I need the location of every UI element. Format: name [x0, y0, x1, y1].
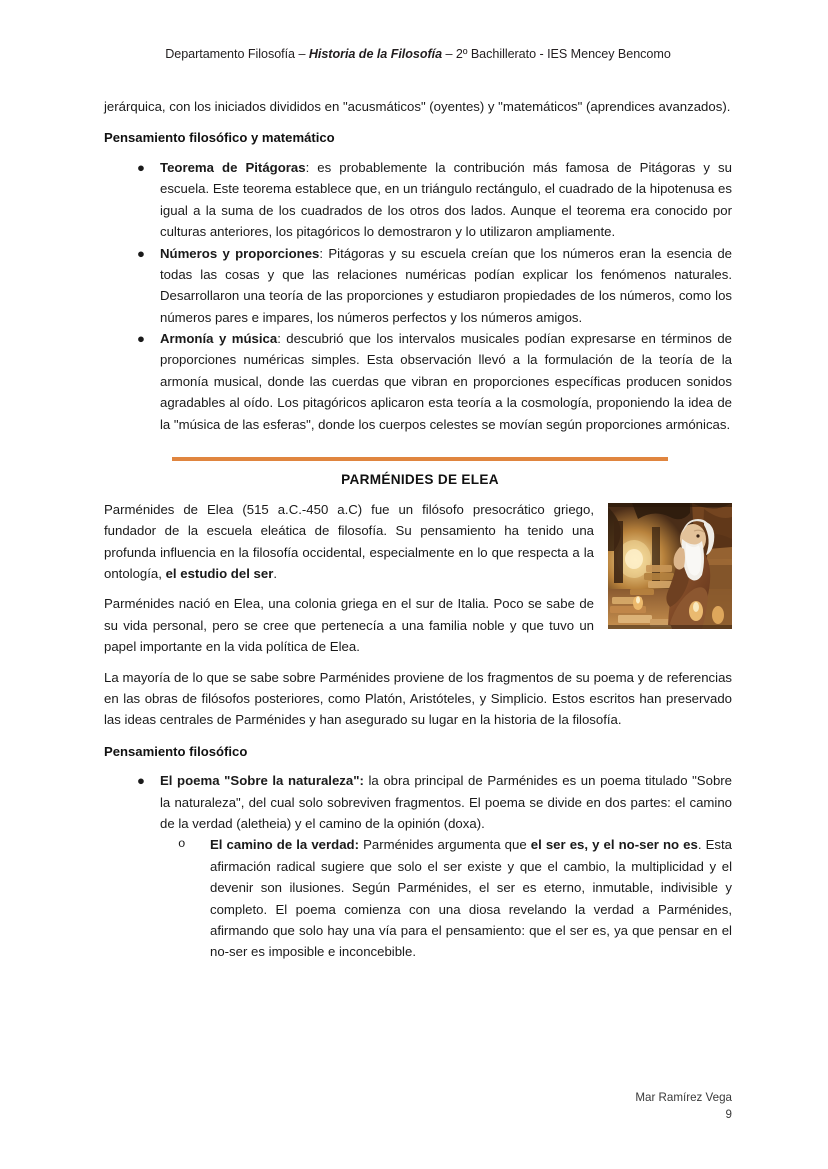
- list-item: [104, 328, 732, 435]
- sub-list-item-text-bold: el ser es, y el no-ser no es: [530, 837, 698, 853]
- list-item-lead: Teorema de Pitágoras: [160, 160, 306, 176]
- document-footer: [104, 1090, 732, 1124]
- bullet-marker-icon: ●: [137, 160, 145, 176]
- section-title: PARMÉNIDES DE ELEA: [341, 471, 499, 487]
- parmenides-sub-bullet-list: [160, 834, 732, 962]
- bullet-marker-icon: ●: [137, 331, 145, 347]
- intro-paragraph: jerárquica, con los iniciados divididos en "acusmáticos" (oyentes) y "matemáticos" (aprendices avanzados).: [104, 99, 731, 114]
- sub-list-item: [160, 834, 732, 962]
- list-item-text: : descubrió que los intervalos musicales podían expresarse en términos de proporciones numéricas simples. Esta observación llevó a la formulación de la teoría de la armonía musical, donde las cuerdas que vibran en proporciones específicas producen sonidos agradables al oído. Los pitagóricos aplicaron esta teoría a la cosmología, proponiendo la idea de la "música de las esferas", donde los cuerpos celestes se movían según proporciones armónicas.: [160, 331, 732, 432]
- header-emphasis: Historia de la Filosofía: [308, 47, 443, 61]
- list-item-text: : Pitágoras y su escuela creían que los números eran la esencia de todas las cosas y que las relaciones numéricas podían explicar los fenómenos naturales. Desarrollaron una teoría de las proporciones y estudiaron propiedades de los números, como los números pares e impares, los números perfectos y los números amigos.: [160, 245, 732, 325]
- philosopher-illustration-art: [608, 503, 732, 629]
- list-item-text: : es probablemente la contribución más famosa de Pitágoras y su escuela. Este teorema establece que, en un triángulo rectángulo, el cuadrado de la hipotenusa es igual a la suma de los cuadrados de los otros dos lados. Aunque el teorema era conocido por culturas anteriores, los pitagóricos lo demostraron y lo utilizaron ampliamente.: [160, 160, 732, 240]
- section-divider-block: [104, 457, 732, 487]
- list-item: [104, 243, 732, 329]
- sub-bullet-marker-icon: o: [178, 837, 186, 852]
- parmenides-bullet-list: [104, 770, 732, 962]
- header-suffix: – 2º Bachillerato - IES Mencey Bencomo: [442, 47, 671, 61]
- list-item: [104, 157, 732, 243]
- sub-list-item-lead: El camino de la verdad:: [210, 837, 359, 853]
- list-item-text: la obra principal de Parménides es un poema titulado "Sobre la naturaleza", del cual solo sobreviven fragmentos. El poema se divide en dos partes: el camino de la verdad (aletheia) y el camino de la opinión (doxa).: [160, 773, 732, 832]
- parmenides-paragraph-2: Parménides nació en Elea, una colonia griega en el sur de Italia. Poco se sabe de su vida personal, pero se cree que pertenecía a una familia noble y que tuvo un papel importante en la vida política de Elea.: [104, 596, 594, 655]
- orange-rule-divider: [172, 457, 668, 461]
- parmenides-paragraph-3: La mayoría de lo que se sabe sobre Parménides proviene de los fragmentos de su poema y de referencias en las obras de filósofos posteriores, como Platón, Aristóteles, y Simplicio. Estos escritos han preservado las ideas centrales de Parménides y han asegurado su lugar en la historia de la filosofía.: [104, 669, 732, 728]
- footer-author: Mar Ramírez Vega: [635, 1091, 732, 1104]
- pitagoras-bullet-list: [104, 157, 732, 435]
- parmenides-paragraph-1-bold: el estudio del ser: [165, 566, 274, 582]
- parmenides-paragraph-1-a: Parménides de Elea (515 a.C.-450 a.C) fue un filósofo presocrático griego, fundador de la escuela eleática de filosofía. Su pensamiento ha tenido una profunda influencia en la filosofía occidental, especialmente en lo que respecta a la ontología,: [104, 501, 594, 582]
- header-prefix: Departamento Filosofía –: [165, 47, 309, 61]
- sub-list-item-text-b: . Esta afirmación radical sugiere que solo el ser existe y que el cambio, la multiplicidad y el devenir son ilusiones. Según Parménides, el ser es eterno, inmutable, indivisible y completo. El poema comienza con una diosa revelando la verdad a Parménides, afirmando que solo hay una vía para el pensamiento: que el ser es, ya que pensar en el no-ser es imposible e inconcebible.: [210, 837, 732, 960]
- philosopher-illustration: [608, 503, 732, 629]
- heading-pensamiento-filosofico: Pensamiento filosófico: [104, 743, 248, 759]
- sub-list-item-text-a: Parménides argumenta que: [358, 837, 531, 853]
- bullet-marker-icon: ●: [137, 245, 145, 261]
- document-body: [104, 96, 732, 965]
- parmenides-paragraph-1-c: .: [273, 566, 278, 582]
- list-item-lead: Números y proporciones: [160, 245, 320, 261]
- footer-page-number: 9: [725, 1107, 732, 1121]
- list-item-lead: Armonía y música: [160, 331, 278, 347]
- heading-pensamiento-filosofico-matematico: Pensamiento filosófico y matemático: [104, 130, 335, 146]
- list-item-lead: El poema "Sobre la naturaleza":: [160, 773, 364, 789]
- list-item: [104, 770, 732, 962]
- document-header: [104, 47, 732, 61]
- bullet-marker-icon: ●: [137, 773, 145, 789]
